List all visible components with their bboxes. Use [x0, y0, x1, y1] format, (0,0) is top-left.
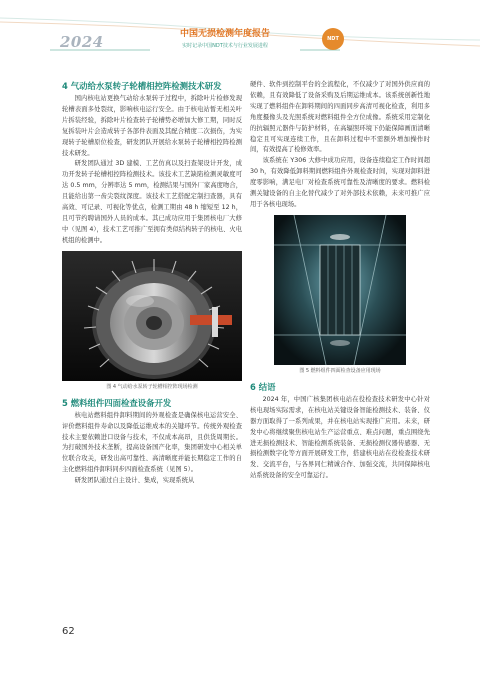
figure-5 [250, 215, 430, 375]
section-6-paragraph-1: 2024 年，中国广核集团核电站在役检查技术研发中心针对核电现场实际需求，在核电站关键设备智能检测技术、装备、仪器方面取得了一系列成果，并在核电站实现推广应用。未来，研发中心将继续聚焦核电站生产运营重点、难点问题，重点围绕先进无损检测技术、智能检测系统装备、无损检测仪器传感器、无损检测数字化等方面开展研发工作，搭建核电站在役检查技术研发、交流平台，与各界同仁精诚合作、加强交流，共同保障核电站系统设备的安全可靠运行。 [250, 395, 430, 480]
report-year: 2024 [60, 33, 104, 51]
figure-4-caption: 图 4 气动给水泵转子轮槽相控阵现场检测 [106, 383, 198, 390]
figure-5-caption: 图 5 燃料组件四面检查设备应用现场 [299, 367, 381, 374]
turbine-rotor-photo [62, 251, 242, 381]
section-4-paragraph-2: 研发团队通过 3D 建模、工艺仿真以及扫查架设计开发，成功开发转子轮槽相控阵检测技术。该技术工艺缺陷检测灵敏度可达 0.5 mm，分辨率达 5 mm，检测结果与国外厂家高度吻合，且能给出第一齿尖裂纹深度。该技术工艺搭配定制扫查器，具有高效、可记录、可视化等优点，检测工期由 48 h 缩短至 12 h，且可节约聘请国外人员的成本。其已成功应用于集团核电厂大修中（见图 4），技术工艺可推广至拥有类似结构转子的核电、火电机组的检测中。 [62, 160, 242, 244]
section-4-title: 4 气动给水泵转子轮槽相控阵检测技术研发 [62, 81, 222, 91]
left-column [62, 80, 242, 487]
section-6-title: 6 结语 [250, 381, 276, 392]
section-5-title: 5 燃料组件四面检查设备开发 [62, 397, 172, 408]
section-5-paragraph-2: 研发团队通过自主设计、集成，实现系统从 [74, 477, 195, 485]
report-subtitle: 实时记录中国NDT技术与行业发展进程 [182, 43, 268, 49]
figure-4 [62, 251, 242, 391]
ndt-logo: NDT [322, 28, 344, 50]
right-column [250, 80, 430, 482]
page-header [0, 0, 480, 60]
section-4-paragraph-1: 国内核电站更换气动给水泵转子过程中，拆除叶片检修发现轮槽表面多处裂纹，影响核电运行安全。由于核电站暂无相关叶片拆装经验，拆除叶片检查转子轮槽势必增加大修工期，同时反复拆装叶片会造成转子各部件表面及其配合精度二次损伤，为实现转子轮槽原位检查，研发团队开展给水泵转子轮槽相控阵检测技术研发。 [62, 95, 242, 157]
section-5-paragraph-3: 硬件、软件到控制平台的全流程化，不仅减少了对国外供应商的依赖，且有效降低了设备采购及后期运维成本。该系统创新性地实现了燃料组件在卸料期间的四面同步高清可视化检查，利用多角度摄像头及光照系统对燃料组件全方位成像。系统采用定制化的抗辐照元器件与防护材料，在高辐照环境下仍能保障画面清晰稳定且可实现连续工作，且在卸料过程中不需额外增加操作时间，有效提高了检修效率。 [250, 81, 430, 154]
page-number: 62 [62, 626, 75, 637]
section-5-paragraph-1: 核电站燃料组件卸料期间的外观检查是确保核电运营安全、评价燃料组件寿命以及降低运维成本的关键环节。传统外观检查技术主要依赖进口设备与技术，不仅成本高昂，且供货周期长。为打破国外技术垄断，提高设备国产化率，集团研发中心相关单位联合攻关，研发出高可靠性、高清晰度并能长期稳定工作的自主化燃料组件卸料同步四面检查系统（见图 5）。 [62, 411, 242, 474]
fuel-assembly-inspection-photo [274, 215, 406, 365]
report-title: 中国无损检测年度报告 [179, 29, 270, 39]
section-5-paragraph-4: 该系统在 Y306 大修中成功应用，设备连续稳定工作时间超 30 h，有效降低卸料期间燃料组件外观检查时间，实现对卸料进度零影响，满足电厂对检查系统可靠性及清晰度的要求。燃料检测关键设备的自主化替代减少了对外部技术依赖，未来可推广应用于各核电现场。 [250, 157, 430, 208]
